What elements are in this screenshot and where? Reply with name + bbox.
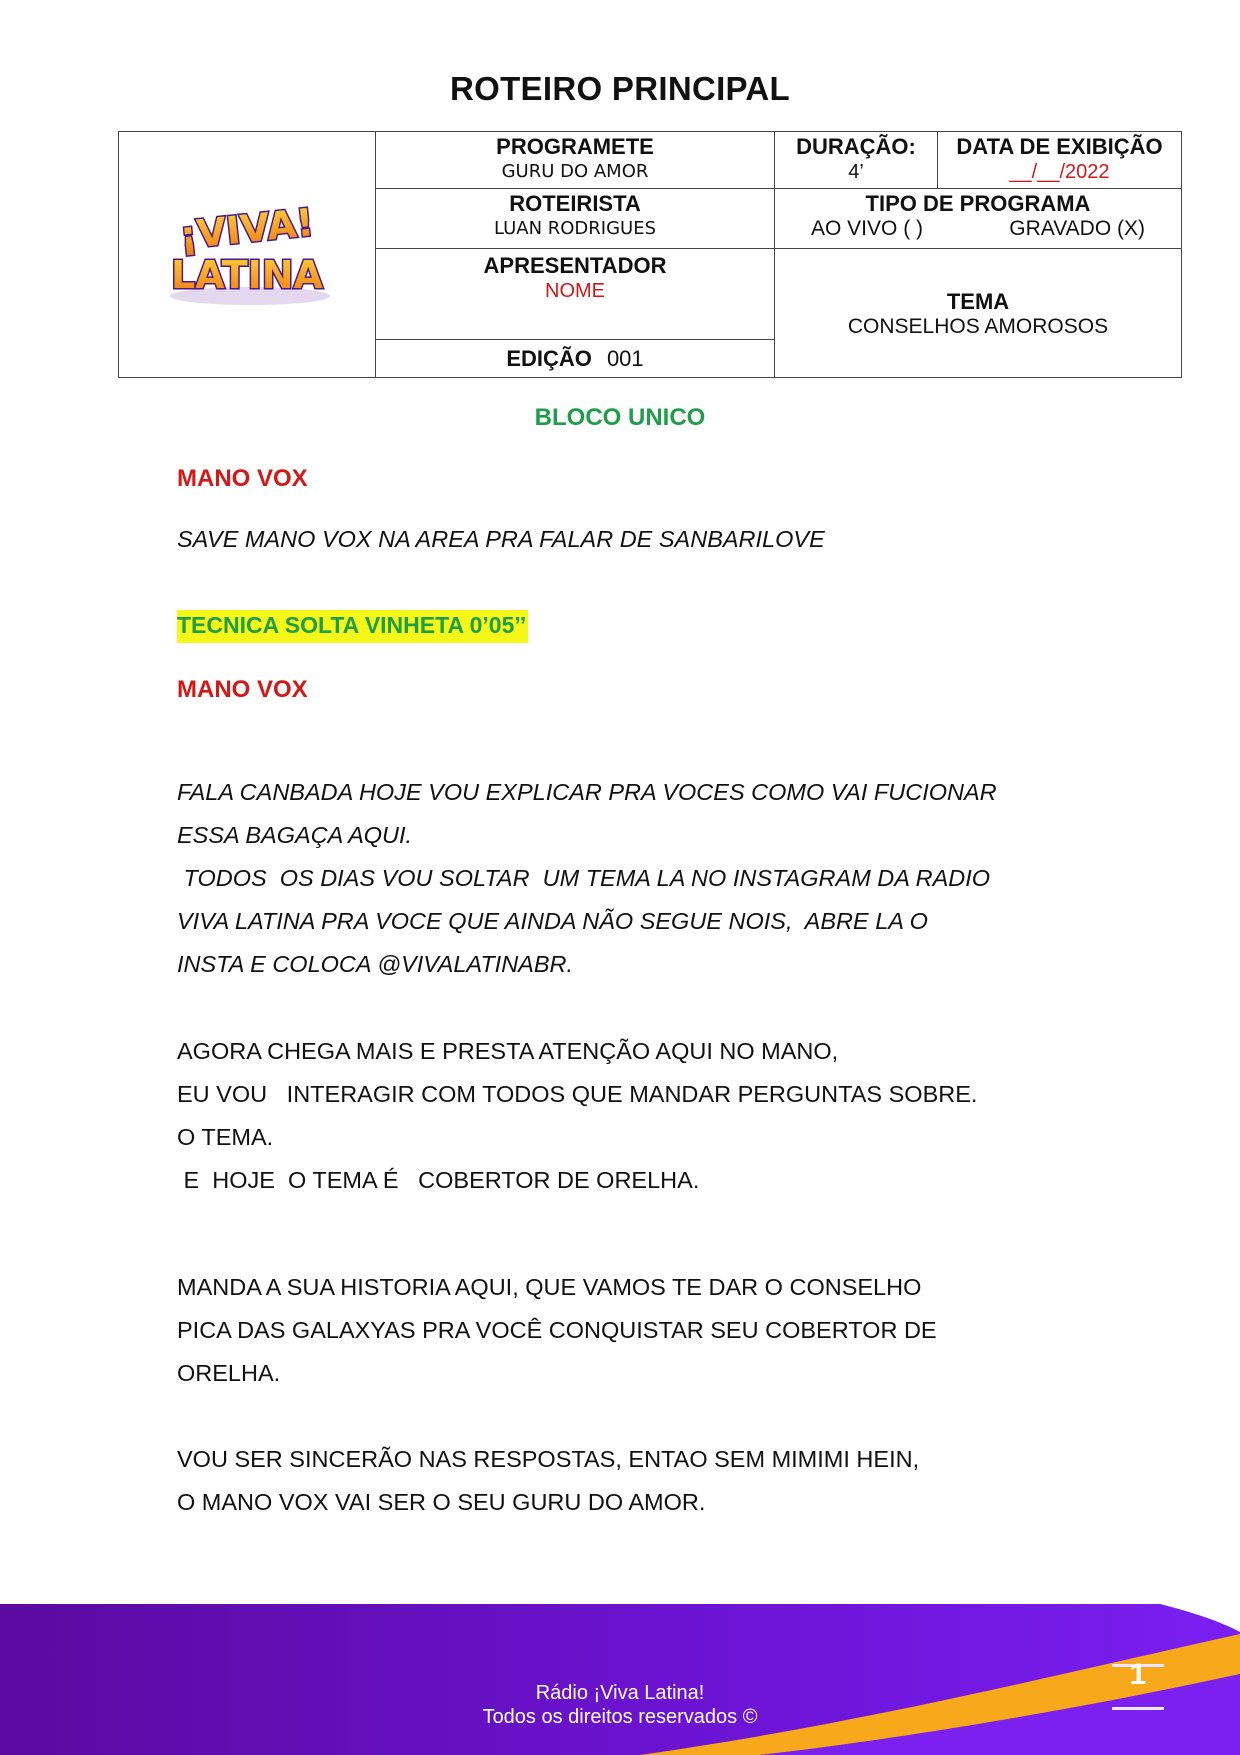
tema-value: CONSELHOS AMOROSOS: [847, 315, 1109, 338]
page-title: ROTEIRO PRINCIPAL: [450, 70, 790, 107]
programete-label: PROGRAMETE: [496, 134, 654, 159]
logo-line-2: LATINA: [171, 253, 323, 297]
apresentador-value: NOME: [545, 280, 605, 302]
header-table: [118, 131, 1182, 378]
paragraph-1-line: TODOS OS DIAS VOU SOLTAR UM TEMA LA NO INSTAGRAM DA RADIO: [177, 865, 991, 891]
edicao-value: 001: [606, 345, 644, 371]
programete-value: GURU DO AMOR: [501, 161, 649, 182]
page-number-bar-bottom: [1112, 1707, 1164, 1710]
roteirista-label: ROTEIRISTA: [509, 191, 641, 216]
data-exibicao-value: __/__/2022: [1009, 161, 1110, 183]
apresentador-cell: [376, 249, 775, 340]
duracao-label: DURAÇÃO:: [796, 134, 916, 159]
paragraph-2-line: O TEMA.: [177, 1124, 274, 1150]
viva-latina-logo: [152, 192, 342, 312]
paragraph-1: [177, 771, 997, 986]
paragraph-1-line: ESSA BAGAÇA AQUI.: [177, 822, 413, 848]
logo-cell: [119, 132, 376, 378]
data-exibicao-label: DATA DE EXIBIÇÃO: [956, 134, 1163, 159]
paragraph-2-line: EU VOU INTERAGIR COM TODOS QUE MANDAR PERGUNTAS SOBRE.: [177, 1081, 978, 1107]
tema-label: TEMA: [946, 289, 1010, 314]
paragraph-4-line: O MANO VOX VAI SER O SEU GURU DO AMOR.: [177, 1489, 706, 1515]
logo-line-1: ¡VIVA!: [177, 200, 316, 258]
paragraph-4: [177, 1438, 919, 1524]
paragraph-1-line: FALA CANBADA HOJE VOU EXPLICAR PRA VOCES COMO VAI FUCIONAR: [177, 779, 997, 805]
footer-line-2: Todos os direitos reservados ©: [482, 1706, 758, 1728]
paragraph-2-line: AGORA CHEGA MAIS E PRESTA ATENÇÃO AQUI NO MANO,: [177, 1038, 839, 1064]
paragraph-3-line: ORELHA.: [177, 1360, 281, 1386]
programete-cell: [376, 132, 775, 189]
edicao-label: EDIÇÃO: [506, 345, 592, 371]
technical-cue: TECNICA SOLTA VINHETA 0’05’’: [177, 610, 528, 643]
paragraph-1-line: INSTA E COLOCA @VIVALATINABR.: [177, 951, 574, 977]
paragraph-3-line: MANDA A SUA HISTORIA AQUI, QUE VAMOS TE DAR O CONSELHO: [177, 1274, 922, 1300]
paragraph-3-line: PICA DAS GALAXYAS PRA VOCÊ CONQUISTAR SEU COBERTOR DE: [177, 1317, 937, 1343]
roteirista-cell: [376, 189, 775, 249]
paragraph-2-line: E HOJE O TEMA É COBERTOR DE ORELHA.: [177, 1167, 700, 1193]
tipo-gravado: GRAVADO (X): [1009, 217, 1145, 240]
data-exibicao-cell: [938, 132, 1182, 189]
paragraph-2: [177, 1030, 977, 1202]
speaker-label-2: MANO VOX: [177, 676, 308, 703]
page-number: 1: [1129, 1658, 1147, 1691]
footer-line-1: Rádio ¡Viva Latina!: [535, 1682, 705, 1704]
tipo-programa-cell: [775, 189, 1182, 249]
duracao-cell: [775, 132, 938, 189]
tema-cell: [775, 249, 1182, 378]
paragraph-1-line: VIVA LATINA PRA VOCE QUE AINDA NÃO SEGUE NOIS, ABRE LA O: [177, 908, 928, 934]
duracao-value: 4’: [848, 161, 864, 183]
tipo-programa-label: TIPO DE PROGRAMA: [865, 191, 1091, 216]
roteirista-value: LUAN RODRIGUES: [493, 218, 657, 239]
speaker-label-1: MANO VOX: [177, 465, 308, 492]
intro-line: SAVE MANO VOX NA AREA PRA FALAR DE SANBARILOVE: [177, 526, 825, 552]
edicao-cell: [376, 340, 775, 378]
block-title: BLOCO UNICO: [534, 404, 706, 431]
paragraph-3: [177, 1266, 937, 1395]
apresentador-label: APRESENTADOR: [483, 253, 667, 278]
paragraph-4-line: VOU SER SINCERÃO NAS RESPOSTAS, ENTAO SEM MIMIMI HEIN,: [177, 1446, 920, 1472]
tipo-ao-vivo: AO VIVO ( ): [811, 217, 924, 240]
